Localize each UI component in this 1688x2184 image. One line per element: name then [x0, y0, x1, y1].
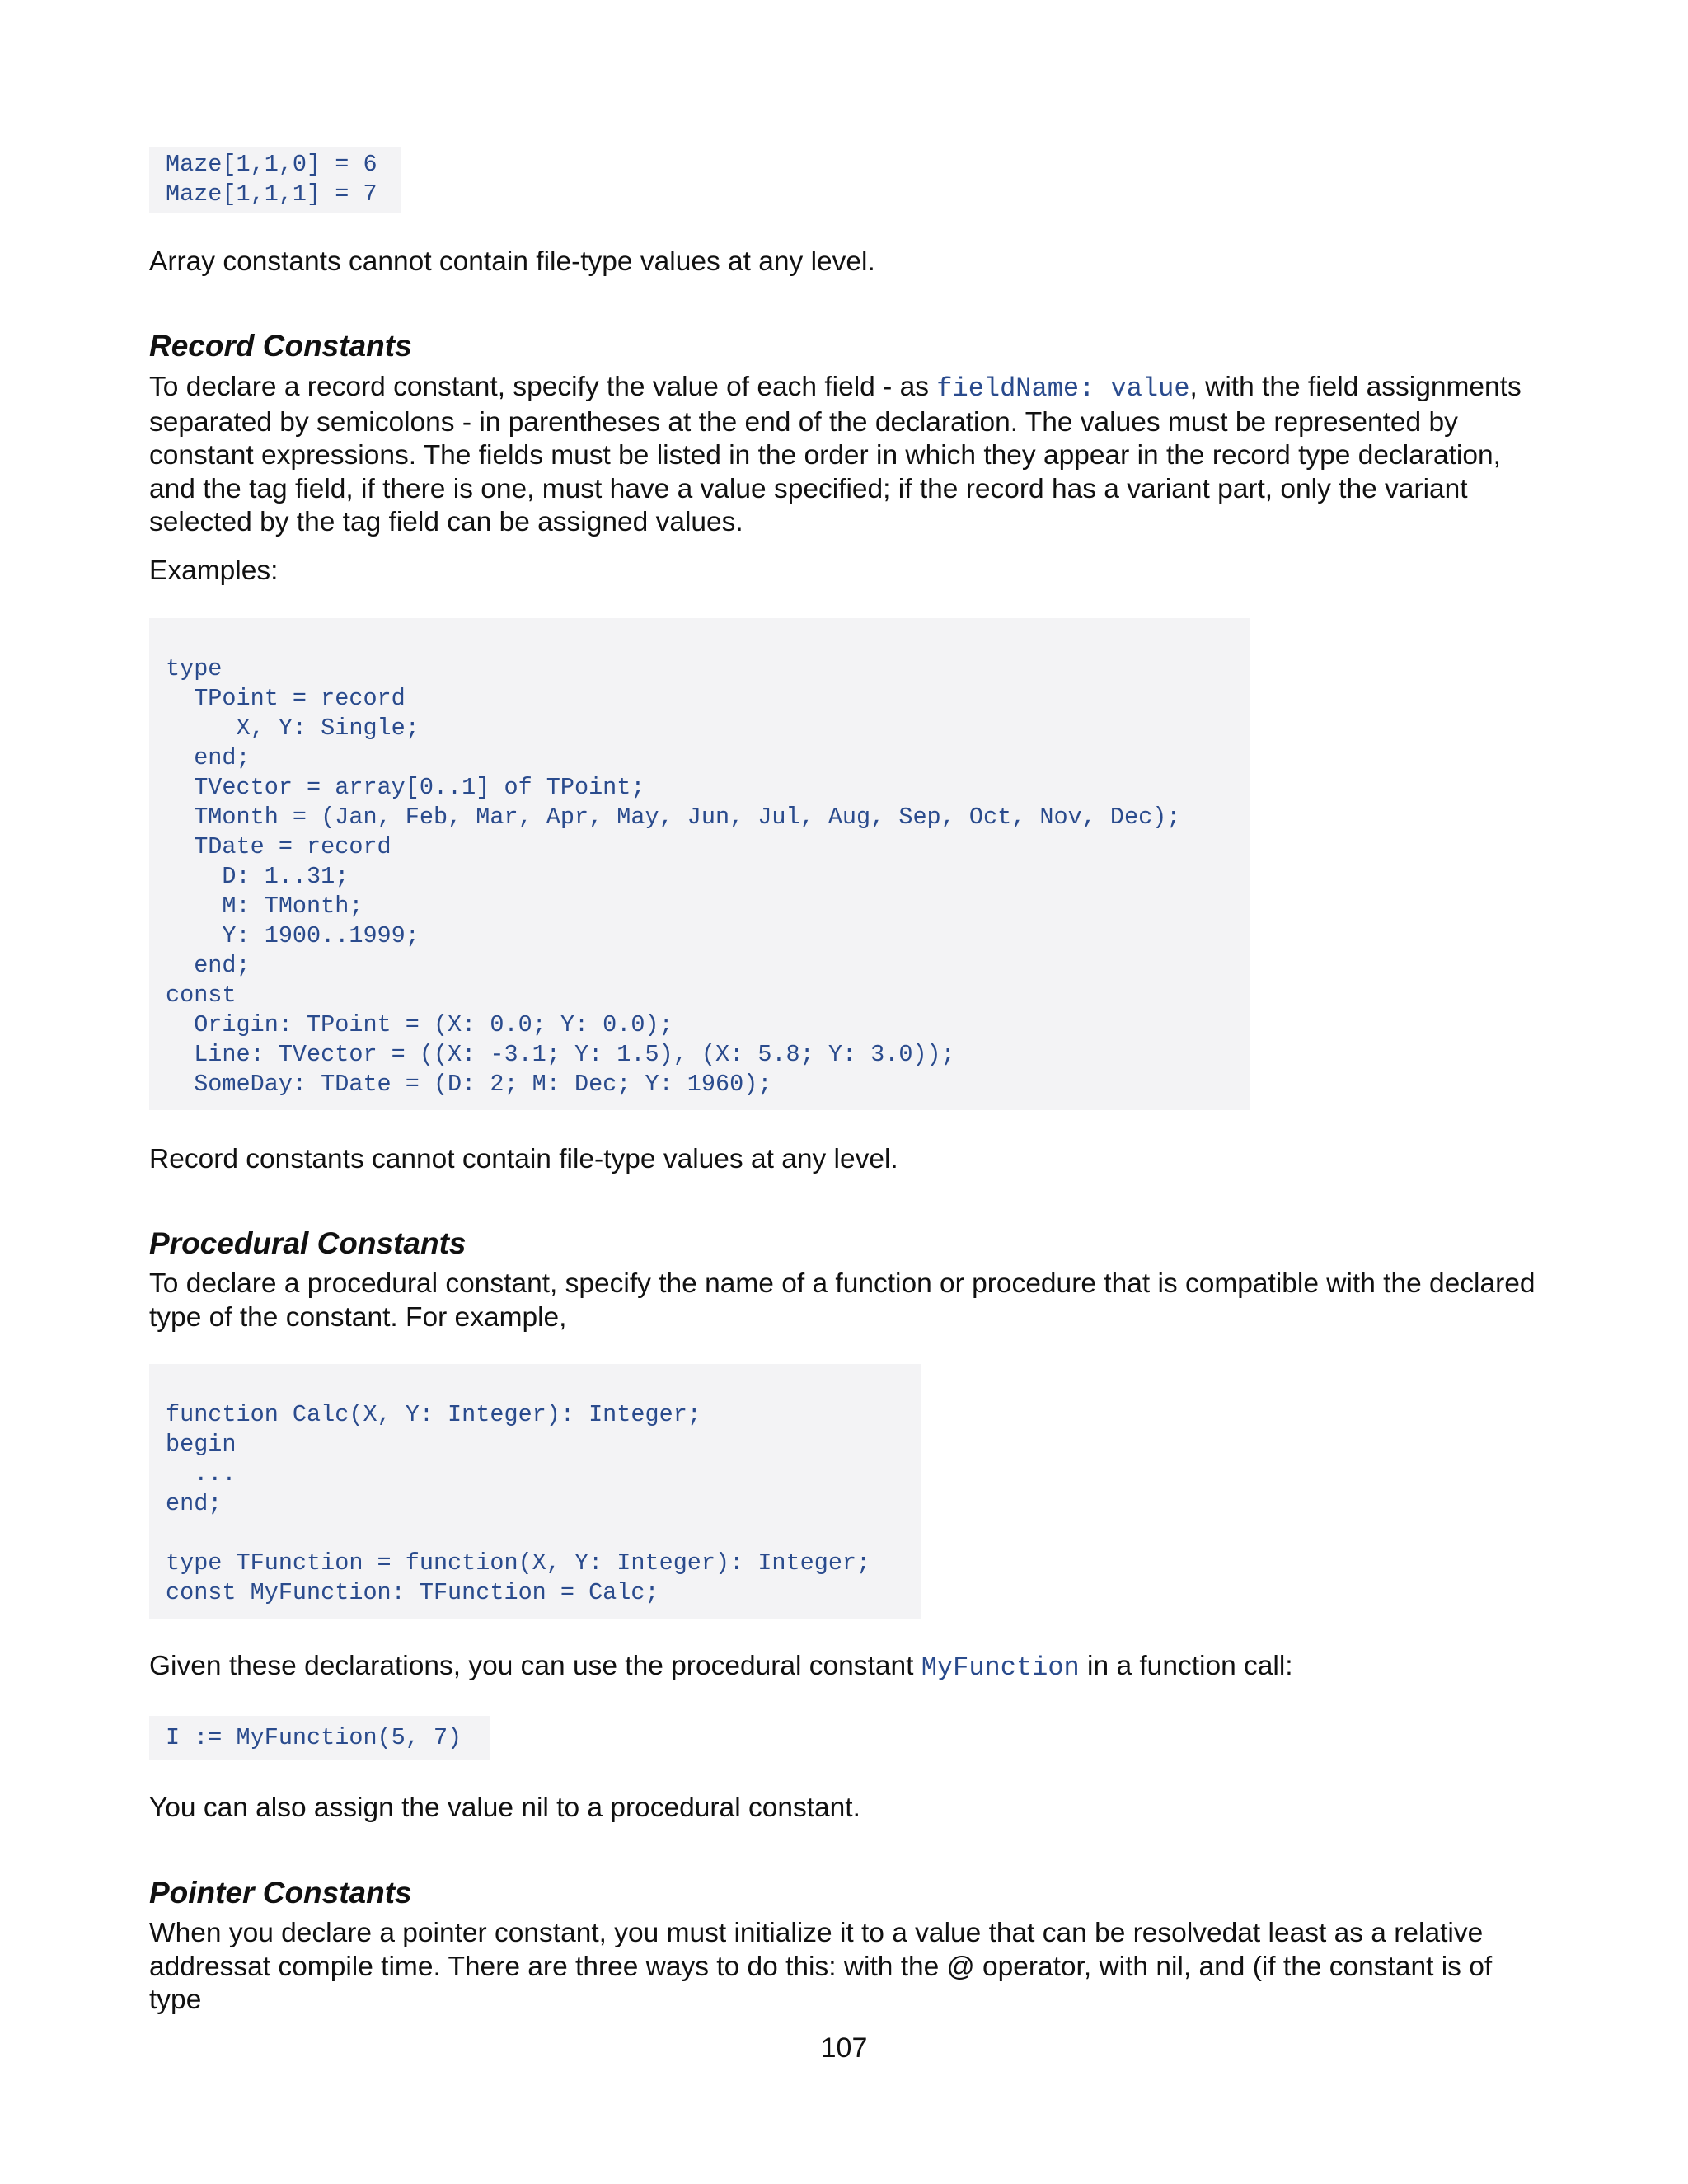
usage-text-2: in a function call:: [1079, 1651, 1293, 1681]
call-code-block: I := MyFunction(5, 7): [149, 1716, 490, 1760]
examples-label: Examples:: [149, 555, 279, 586]
procedural-constants-intro: To declare a procedural constant, specify the name of a function or procedure that is compatible with the declared type of the constant. For example,: [149, 1268, 1536, 1333]
pointer-constants-heading: Pointer Constants: [149, 1876, 412, 1910]
pointer-constants-intro: When you declare a pointer constant, you must initialize it to a value that can be resolvedat least as a relative addressat compile time. There are three ways to do this: with the @ operator, with nil, and (if the constant is of type: [149, 1918, 1493, 2015]
procedural-usage-text: [149, 1650, 1550, 1685]
page-number: 107: [820, 2032, 868, 2064]
field-name-inline-code: fieldName: value: [936, 373, 1190, 404]
maze-code-block: Maze[1,1,0] = 6 Maze[1,1,1] = 7: [149, 147, 401, 213]
record-intro-text-1: To declare a record constant, specify the value of each field - as: [149, 372, 937, 402]
record-intro-text-2: , with the field assignments separated by semicolons - in parentheses at the end of the declaration. The values must be represented by constant expressions. The fields must be listed in the order in which they appear in the record type declaration, and the tag field, if there is one, must have a value specified; if the record has a variant part, only the variant selected by the tag field can be assigned values.: [149, 372, 1522, 537]
record-constants-intro: [149, 371, 1550, 540]
procedural-constants-heading: Procedural Constants: [149, 1226, 467, 1260]
record-constants-heading: Record Constants: [149, 329, 412, 363]
record-code-block: type TPoint = record X, Y: Single; end; TVector = array[0..1] of TPoint; TMonth = (Jan, Feb, Mar, Apr, May, Jun, Jul, Aug, Sep, Oct, Nov, Dec); TDate = record D: 1..31; M: TMonth; Y: 1900..1999; end; const Origin: TPoint = (X: 0.0; Y: 0.0); Line: TVector = ((X: -3.1; Y: 1.5), (X: 5.8; Y: 3.0)); SomeDay: TDate = (D: 2; M: Dec; Y: 1960);: [149, 618, 1250, 1110]
usage-text-1: Given these declarations, you can use the procedural constant: [149, 1651, 921, 1681]
nil-note: You can also assign the value nil to a procedural constant.: [149, 1793, 860, 1823]
record-note: Record constants cannot contain file-type values at any level.: [149, 1144, 898, 1174]
array-note: Array constants cannot contain file-type values at any level.: [149, 246, 875, 277]
myfunction-inline-code: MyFunction: [921, 1652, 1080, 1683]
procedural-code-block: function Calc(X, Y: Integer): Integer; begin ... end; type TFunction = function(X, Y: Integer): Integer; const MyFunction: TFunction = Calc;: [149, 1364, 921, 1619]
